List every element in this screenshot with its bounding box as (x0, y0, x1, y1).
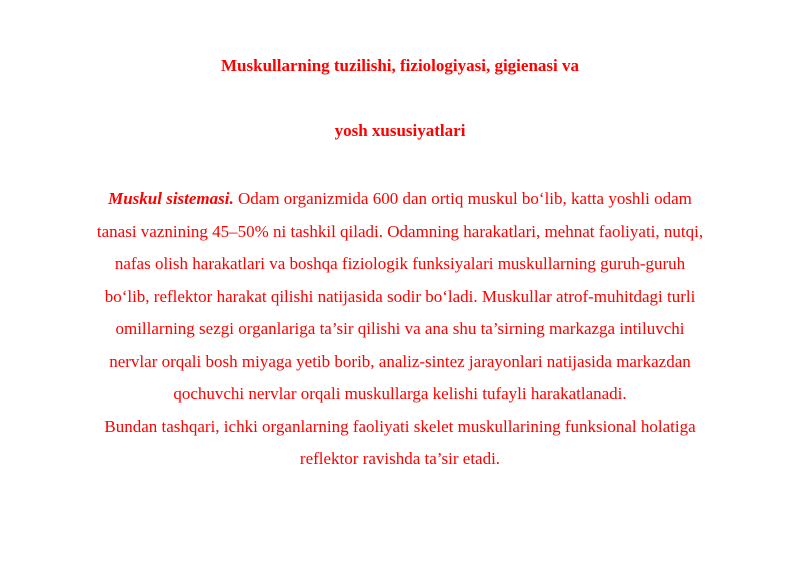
paragraph-1-line: Odam organizmida 600 dan ortiq muskul bo‘lib, katta yoshli odam (233, 189, 692, 208)
body-text (56, 183, 744, 476)
paragraph-1-line: omillarning sezgi organlariga ta’sir qilishi va ana shu ta’sirning markazga intiluvchi (115, 319, 685, 338)
paragraph-2 (56, 411, 744, 476)
paragraph-1-line: tanasi vaznining 45–50% ni tashkil qiladi. Odamning harakatlari, mehnat faoliyati, nutqi, (96, 221, 704, 241)
paragraph-1 (56, 183, 744, 411)
paragraph-1-line: bo‘lib, reflektor harakat qilishi natijasida sodir bo‘ladi. Muskullar atrof-muhitdagi turli (104, 286, 696, 306)
paragraph-1-line: qochuvchi nervlar orqali muskullarga kelishi tufayli harakatlanadi. (173, 384, 627, 403)
title-line-1: Muskullarning tuzilishi, fiziologiyasi, gigienasi va (221, 56, 579, 75)
paragraph-1-line: nervlar orqali bosh miyaga yetib borib, analiz-sintez jarayonlari natijasida markazdan (109, 351, 691, 371)
title-line-2: yosh xususiyatlari (334, 121, 466, 140)
section-lead: Muskul sistemasi. (108, 189, 234, 208)
paragraph-2-line: Bundan tashqari, ichki organlarning faoliyati skelet muskullarining funksional holatiga (104, 416, 696, 436)
paragraph-1-line: nafas olish harakatlari va boshqa fiziologik funksiyalari muskullarning guruh-guruh (114, 254, 686, 273)
paragraph-2-line: reflektor ravishda ta’sir etadi. (299, 449, 501, 468)
